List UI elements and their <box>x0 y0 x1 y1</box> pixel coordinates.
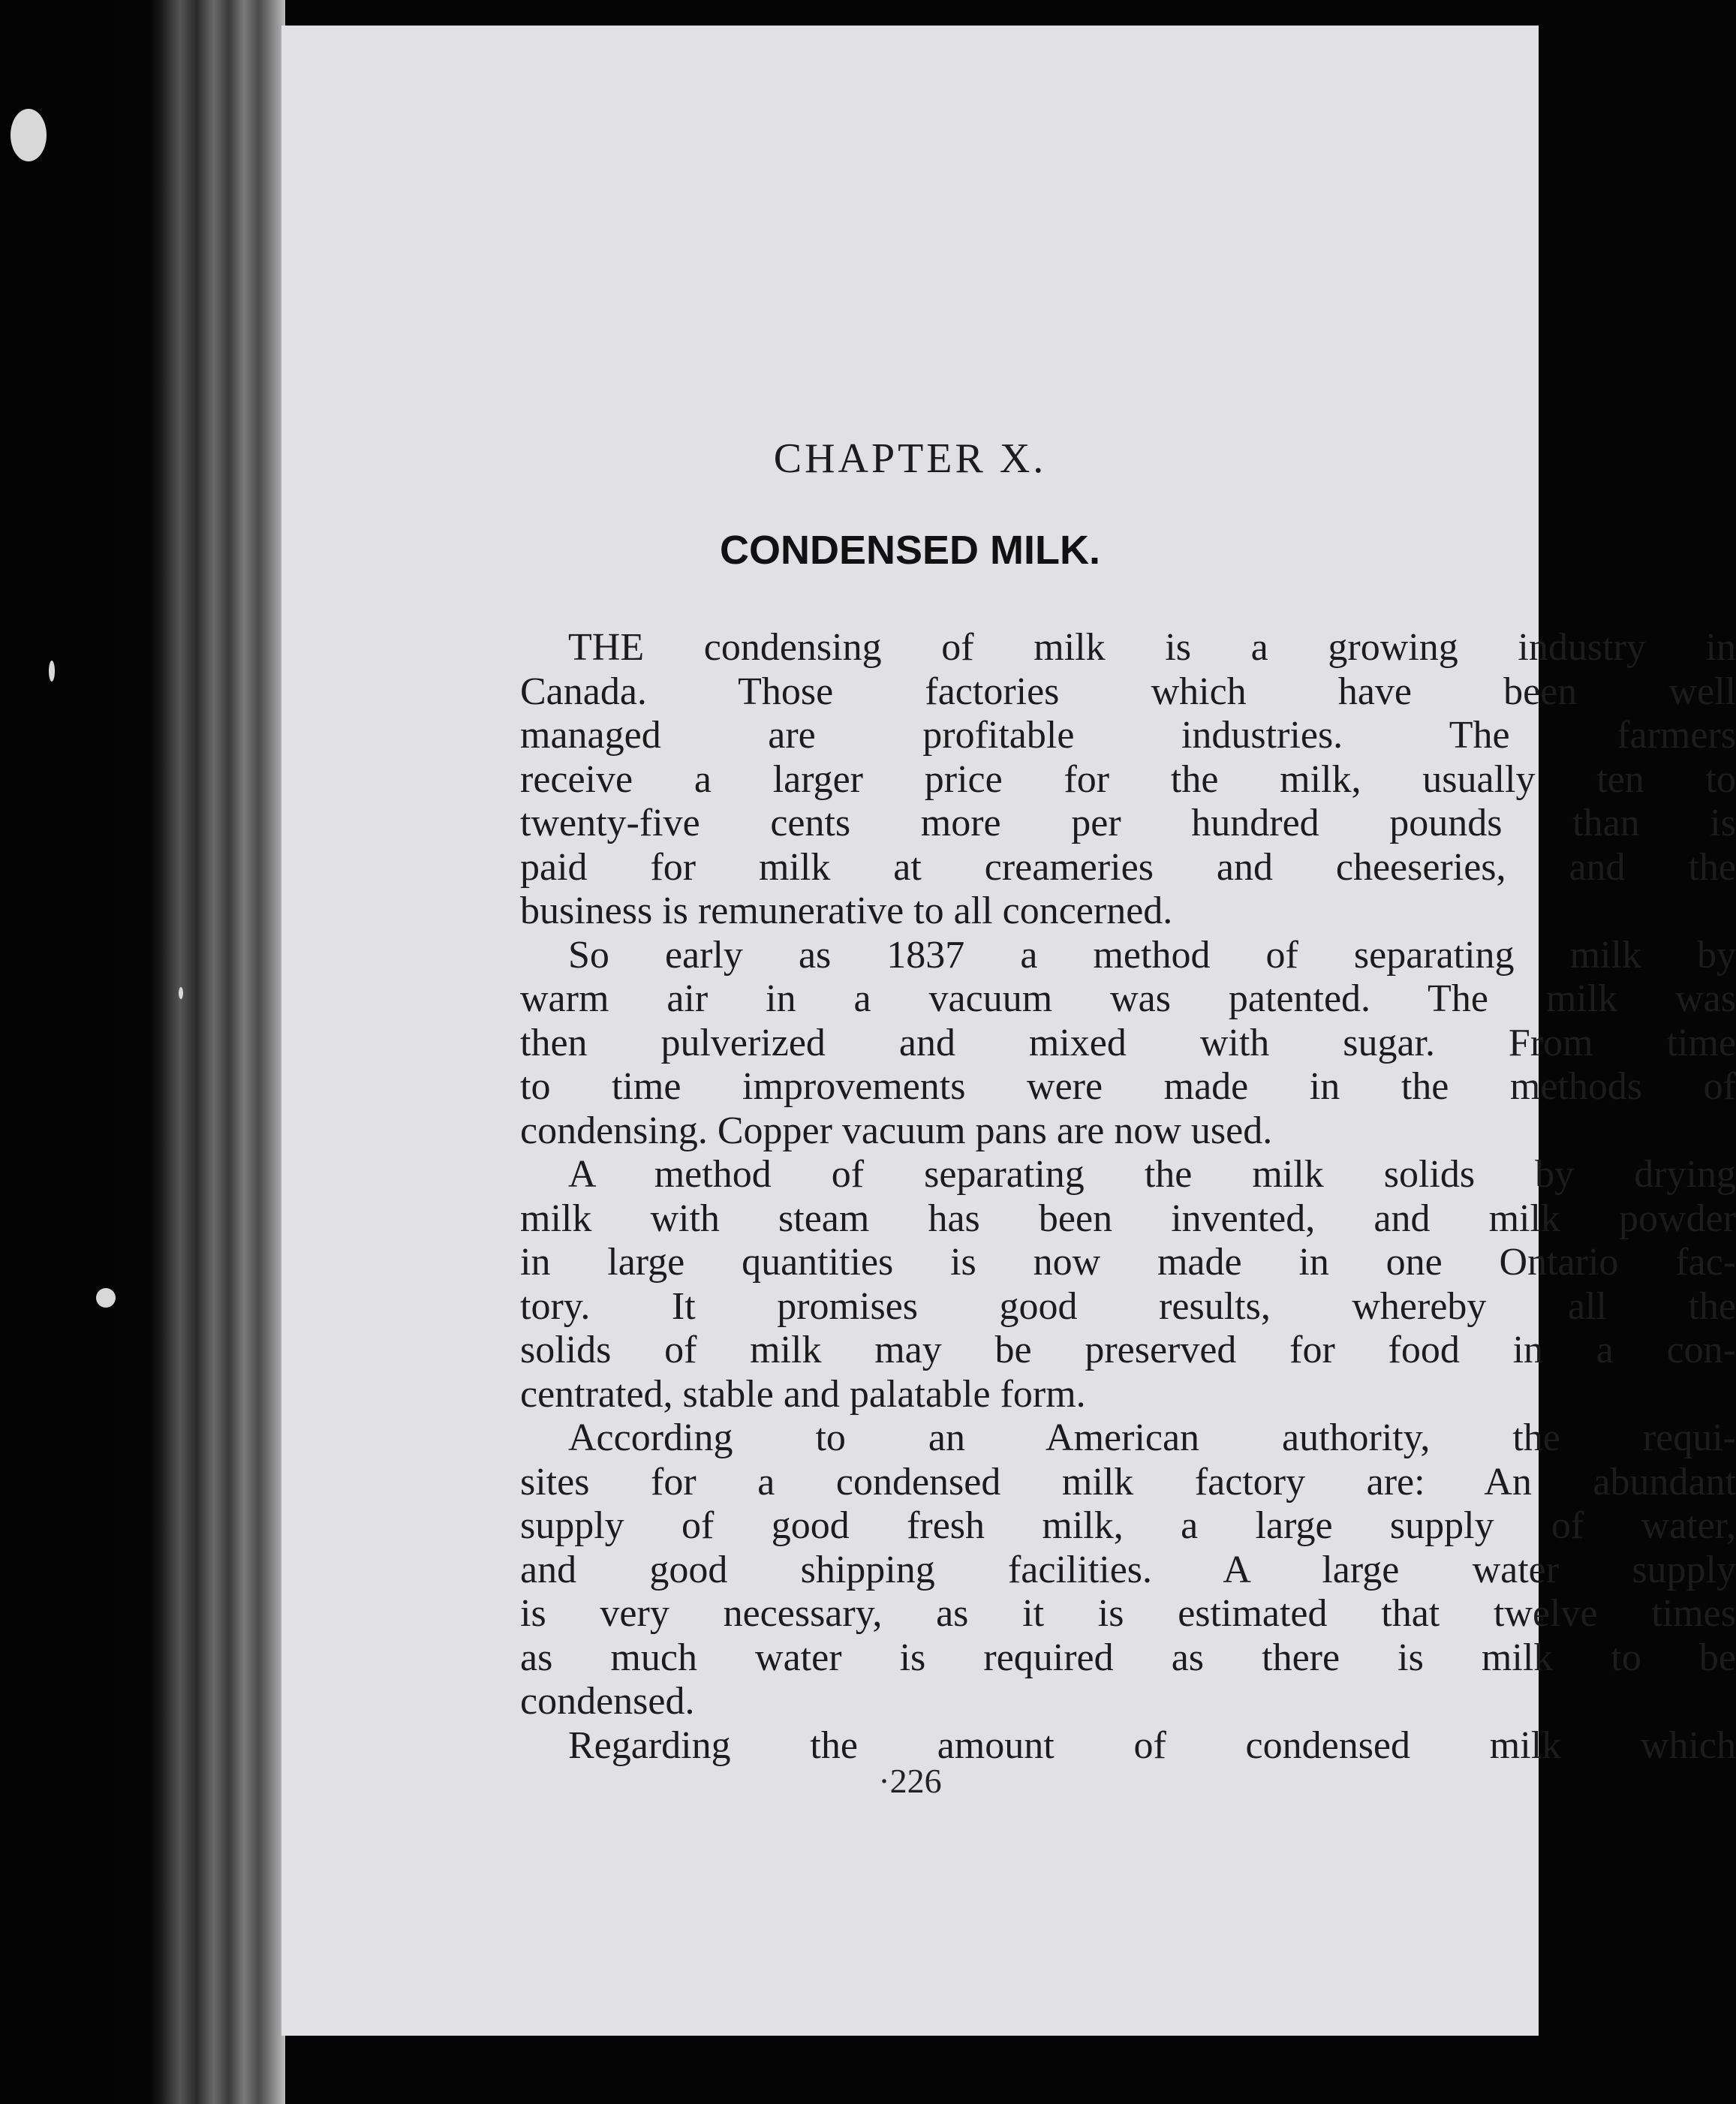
text-line: twenty-five cents more per hundred pounds than is <box>520 802 1736 844</box>
scan-speck <box>49 661 55 682</box>
body-text <box>520 626 1736 1768</box>
book-page <box>281 26 1736 2036</box>
text-line: is very necessary, as it is estimated that twelve times <box>520 1592 1736 1635</box>
text-line: centrated, stable and palatable form. <box>520 1372 1086 1416</box>
chapter-title: CONDENSED MILK. <box>719 528 1100 573</box>
scan-speck <box>96 1288 116 1308</box>
text-line: According to an American authority, the requi- <box>568 1416 1736 1459</box>
text-line: condensing. Copper vacuum pans are now used. <box>520 1109 1273 1152</box>
text-line: warm air in a vacuum was patented. The milk was <box>520 977 1736 1020</box>
text-line: Canada. Those factories which have been well <box>520 670 1736 713</box>
text-line: to time improvements were made in the methods of <box>520 1065 1736 1108</box>
text-line: paid for milk at creameries and cheeseries, and the <box>520 845 1736 889</box>
text-line: So early as 1837 a method of separating milk by <box>568 933 1736 977</box>
text-line: THE condensing of milk is a growing industry in <box>568 626 1736 669</box>
text-line: milk with steam has been invented, and milk powder <box>520 1196 1736 1240</box>
text-line: receive a larger price for the milk, usually ten to <box>520 757 1736 801</box>
text-line: A method of separating the milk solids by drying <box>568 1153 1736 1196</box>
text-line: business is remunerative to all concerned. <box>520 889 1173 932</box>
text-line: supply of good fresh milk, a large supply of water, <box>520 1504 1736 1547</box>
text-line: and good shipping facilities. A large water supply <box>520 1548 1736 1591</box>
scan-speck <box>179 987 183 999</box>
page-number: ·226 <box>878 1762 942 1800</box>
text-line: then pulverized and mixed with sugar. From time <box>520 1021 1736 1064</box>
text-line: tory. It promises good results, whereby all the <box>520 1284 1736 1328</box>
scan-speck <box>11 109 47 161</box>
text-line: condensed. <box>520 1680 695 1723</box>
text-line: in large quantities is now made in one Ontario fac- <box>520 1241 1736 1284</box>
book-spine <box>0 0 285 2104</box>
text-line: sites for a condensed milk factory are: An abundant <box>520 1460 1736 1504</box>
text-line: Regarding the amount of condensed milk which <box>568 1723 1736 1767</box>
chapter-heading: CHAPTER X. <box>773 435 1047 482</box>
text-line: solids of milk may be preserved for food in a con- <box>520 1329 1736 1371</box>
text-line: managed are profitable industries. The farmers <box>520 714 1736 757</box>
text-line: as much water is required as there is milk to be <box>520 1636 1736 1679</box>
